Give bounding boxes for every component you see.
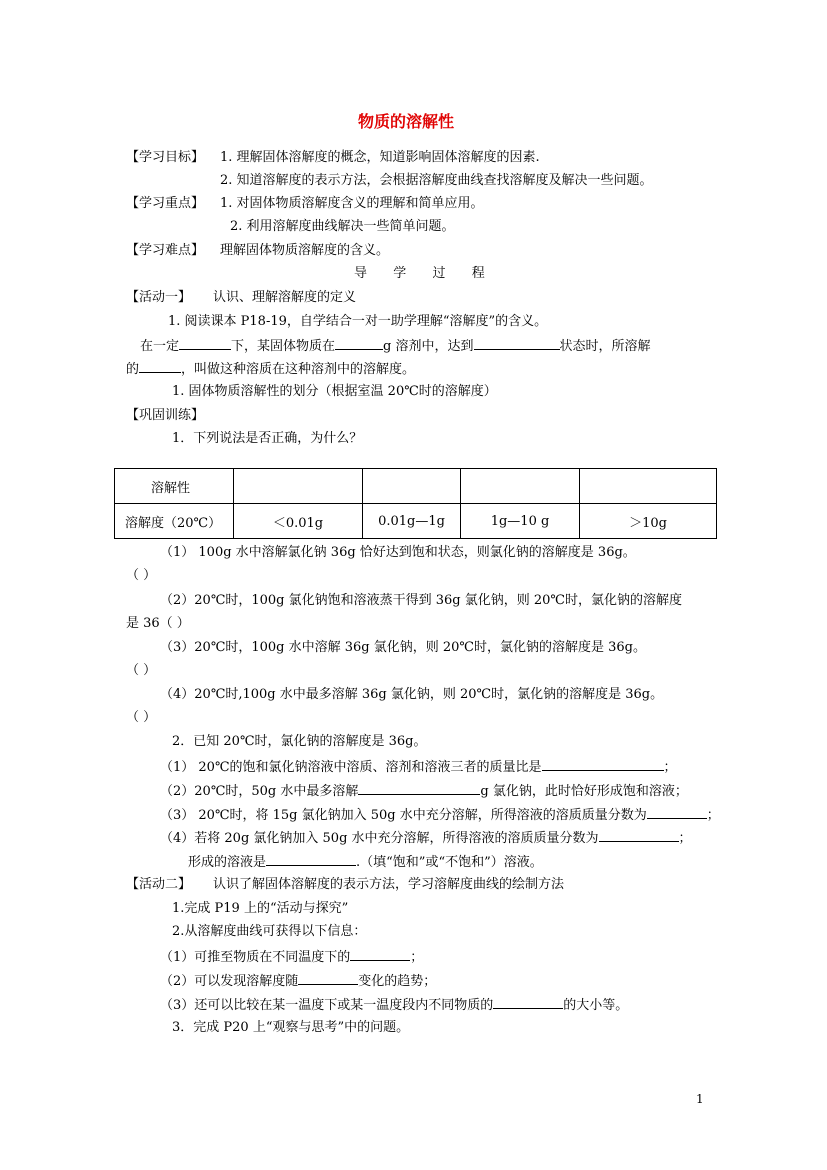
classification-text: 1. 固体物质溶解性的划分（根据室温 20℃时的溶解度）: [172, 384, 497, 399]
q2-part-3-text: （3） 20℃时，将 15g 氯化钠加入 50g 水中充分溶解，所得溶液的溶质质量分数为: [160, 808, 647, 823]
question-2-part-2: [160, 782, 688, 800]
a2-answer-1-end: ；: [410, 950, 424, 965]
process-heading: 导 学 过 程: [354, 266, 491, 281]
blank-mass-ratio: [542, 758, 664, 771]
def-part-a: 在一定: [140, 339, 180, 354]
blank-solvent-mass: [335, 337, 383, 350]
page-number: 1: [696, 1092, 704, 1106]
blank-compare: [493, 996, 563, 1009]
page-title: 物质的溶解性: [358, 112, 455, 131]
table-row: [115, 504, 717, 539]
activity2-answer-1: [160, 948, 423, 966]
blank-saturation: [266, 853, 356, 866]
def-part-c: g 溶剂中，达到: [383, 339, 474, 354]
statement-4: （4）20℃时,100g 水中最多溶解 36g 氯化钠，则 20℃时，氯化钠的溶解度是 36g。: [160, 687, 664, 702]
table-cell: [580, 469, 717, 504]
table-cell: [461, 469, 580, 504]
statement-4-answer: （ ）: [126, 710, 157, 725]
q2-part-4-end-2: .（填“饱和”或“不饱和”）溶液。: [356, 855, 543, 870]
activity2-item-1: 1.完成 P19 上的“活动与探究”: [172, 901, 349, 916]
definition-line-1: [140, 337, 651, 355]
q2-part-1-text: （1） 20℃的饱和氯化钠溶液中溶质、溶剂和溶液三者的质量比是: [160, 760, 542, 775]
statement-1: （1） 100g 水中溶解氯化钠 36g 恰好达到饱和状态，则氯化钠的溶解度是 36g。: [160, 545, 636, 560]
activity2-answer-3: [160, 996, 628, 1014]
q2-part-4-text: （4）若将 20g 氯化钠加入 50g 水中充分溶解，所得溶液的溶质质量分数为: [160, 831, 599, 846]
solubility-table: [114, 468, 717, 539]
question-2-part-4: [160, 829, 692, 847]
q2-part-2-text: （2）20℃时，50g 水中最多溶解: [160, 784, 359, 799]
focus-item-1: 1. 对固体物质溶解度含义的理解和简单应用。: [220, 196, 484, 211]
blank-max-dissolve: [358, 782, 480, 795]
a2-answer-2-text: （2）可以发现溶解度随: [160, 974, 299, 989]
table-cell: [234, 469, 363, 504]
q2-part-3-end: ；: [706, 808, 720, 823]
focus-item-2: 2. 利用溶解度曲线解决一些简单问题。: [230, 219, 455, 234]
question-2-part-1: [160, 758, 677, 776]
question-2-part-3: [160, 806, 720, 824]
def-part-f: ，叫做这种溶质在这种溶剂中的溶解度。: [181, 362, 416, 377]
blank-quantity: [139, 360, 181, 373]
goals-label: 【学习目标】: [126, 150, 205, 165]
blank-state: [474, 337, 560, 350]
statement-2: （2）20℃时，100g 氯化钠饱和溶液蒸干得到 36g 氯化钠，则 20℃时，氯化钠的溶解度: [160, 593, 682, 608]
a2-answer-2-end: 变化的趋势；: [358, 974, 437, 989]
activity1-step1: 1. 阅读课本 P18-19，自学结合一对一助学理解“溶解度”的含义。: [168, 314, 548, 329]
q2-part-4-text-2: 形成的溶液是: [188, 855, 267, 870]
activity2-answer-2: [160, 972, 436, 990]
difficulty-text: 理解固体物质溶解度的含义。: [220, 243, 390, 258]
a2-answer-1-text: （1）可推至物质在不同温度下的: [160, 950, 351, 965]
blank-solubility: [350, 948, 410, 961]
def-part-e: 的: [126, 362, 140, 377]
table-row: [115, 469, 717, 504]
goals-item-2: 2. 知道溶解度的表示方法，会根据溶解度曲线查找溶解度及解决一些问题。: [220, 173, 653, 188]
question-2-intro: 2．已知 20℃时，氯化钠的溶解度是 36g。: [172, 734, 427, 749]
statement-2-answer: 是 36（ ）: [126, 616, 190, 631]
statement-3-answer: （ ）: [126, 663, 157, 678]
table-cell-value: 0.01g—1g: [363, 504, 461, 539]
statement-3: （3）20℃时，100g 水中溶解 36g 氯化钠，则 20℃时，氯化钠的溶解度是 36g。: [160, 640, 646, 655]
table-cell-solubility-label: 溶解性: [115, 469, 234, 504]
table-cell-solubility-20c-label: 溶解度（20℃）: [115, 504, 234, 539]
statement-1-answer: （ ）: [126, 568, 157, 583]
activity2-text: 认识了解固体溶解度的表示方法，学习溶解度曲线的绘制方法: [213, 877, 565, 892]
a2-answer-3-end: 的大小等。: [563, 998, 629, 1013]
q2-part-1-end: ；: [663, 760, 677, 775]
blank-variable: [298, 972, 358, 985]
a2-answer-3-text: （3）还可以比较在某一温度下或某一温度段内不同物质的: [160, 998, 494, 1013]
q2-part-4-end: ；: [678, 831, 692, 846]
activity1-label: 【活动一】: [126, 290, 192, 305]
difficulty-label: 【学习难点】: [126, 243, 205, 258]
table-cell-value: ＜0.01g: [234, 504, 363, 539]
definition-line-2: [126, 360, 415, 378]
activity2-label: 【活动二】: [126, 877, 192, 892]
consolidate-label: 【巩固训练】: [126, 408, 205, 423]
table-cell-value: 1g—10 g: [461, 504, 580, 539]
activity2-item-3: 3．完成 P20 上“观察与思考”中的问题。: [172, 1020, 410, 1035]
activity2-item-2: 2.从溶解度曲线可获得以下信息：: [172, 924, 367, 939]
question-2-part-4-line-2: [188, 853, 543, 871]
q2-part-2-end: g 氯化钠，此时恰好形成饱和溶液；: [480, 784, 688, 799]
table-cell-value: ＞10g: [580, 504, 717, 539]
consolidate-question-1: 1．下列说法是否正确，为什么？: [172, 431, 363, 446]
blank-mass-fraction-1: [647, 806, 707, 819]
blank-temperature: [179, 337, 231, 350]
goals-item-1: 1. 理解固体溶解度的概念，知道影响固体溶解度的因素.: [220, 150, 540, 165]
def-part-b: 下，某固体物质在: [231, 339, 336, 354]
activity1-text: 认识、理解溶解度的定义: [213, 290, 357, 305]
table-cell: [363, 469, 461, 504]
focus-label: 【学习重点】: [126, 196, 205, 211]
def-part-d: 状态时，所溶解: [559, 339, 651, 354]
blank-mass-fraction-2: [599, 829, 679, 842]
